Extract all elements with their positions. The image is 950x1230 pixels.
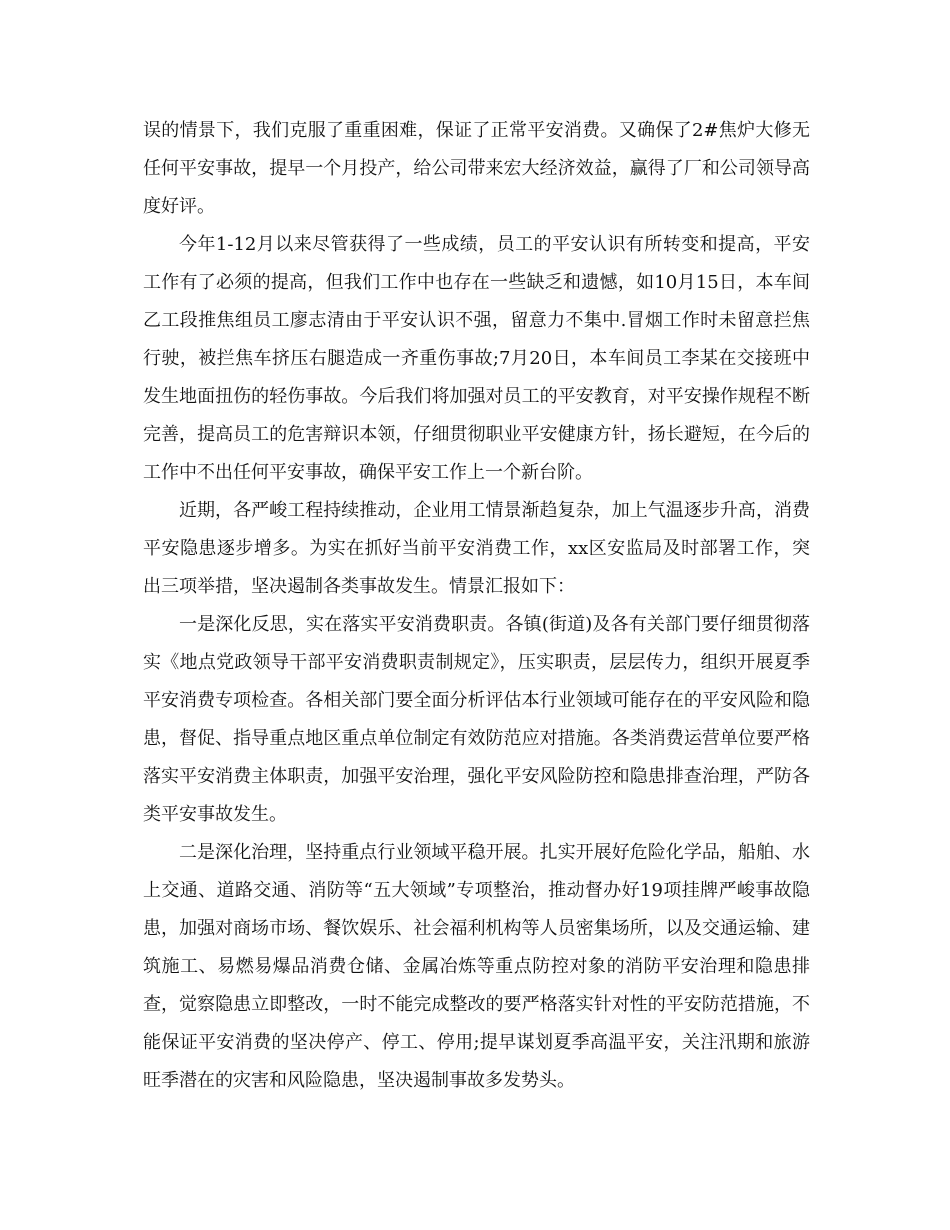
document-body xyxy=(143,112,810,1100)
paragraph-recent-situation: 近期，各严峻工程持续推动，企业用工情景渐趋复杂，加上气温逐步升高，消费平安隐患逐步增多。为实在抓好当前平安消费工作，xx区安监局及时部署工作，突出三项举措，坚决遏制各类事故发生。情景汇报如下： xyxy=(143,500,810,597)
paragraph-safety-record: 今年1-12月以来尽管获得了一些成绩，员工的平安认识有所转变和提高，平安工作有了必须的提高，但我们工作中也存在一些缺乏和遗憾，如10月15日，本车间乙工段推焦组员工廖志清由于平安认识不强，留意力不集中.冒烟工作时未留意拦焦行驶，被拦焦车挤压右腿造成一齐重伤事故;7月20日，本车间员工李某在交接班中发生地面扭伤的轻伤事故。今后我们将加强对员工的平安教育，对平安操作规程不断完善，提高员工的危害辩识本领，仔细贯彻职业平安健康方针，扬长避短，在今后的工作中不出任何平安事故，确保平安工作上一个新台阶。 xyxy=(143,234,810,483)
paragraph-measure-one: 一是深化反思，实在落实平安消费职责。各镇(街道)及各有关部门要仔细贯彻落实《地点党政领导干部平安消费职责制规定》，压实职责，层层传力，组织开展夏季平安消费专项检查。各相关部门要全面分析评估本行业领域可能存在的平安风险和隐患，督促、指导重点地区重点单位制定有效防范应对措施。各类消费运营单位要严格落实平安消费主体职责，加强平安治理，强化平安风险防控和隐患排查治理，严防各类平安事故发生。 xyxy=(143,614,810,825)
paragraph-continuation: 误的情景下，我们克服了重重困难，保证了正常平安消费。又确保了2#焦炉大修无任何平安事故，提早一个月投产，给公司带来宏大经济效益，赢得了厂和公司领导高度好评。 xyxy=(143,120,810,217)
paragraph-measure-two: 二是深化治理，坚持重点行业领域平稳开展。扎实开展好危险化学品，船舶、水上交通、道路交通、消防等“五大领域”专项整治，推动督办好19项挂牌严峻事故隐患，加强对商场市场、餐饮娱乐、社会福利机构等人员密集场所，以及交通运输、建筑施工、易燃易爆品消费仓储、金属冶炼等重点防控对象的消防平安治理和隐患排查，觉察隐患立即整改，一时不能完成整改的要严格落实针对性的平安防范措施，不能保证平安消费的坚决停产、停工、停用;提早谋划夏季高温平安，关注汛期和旅游旺季潜在的灾害和风险隐患，坚决遏制事故多发势头。 xyxy=(143,842,810,1091)
